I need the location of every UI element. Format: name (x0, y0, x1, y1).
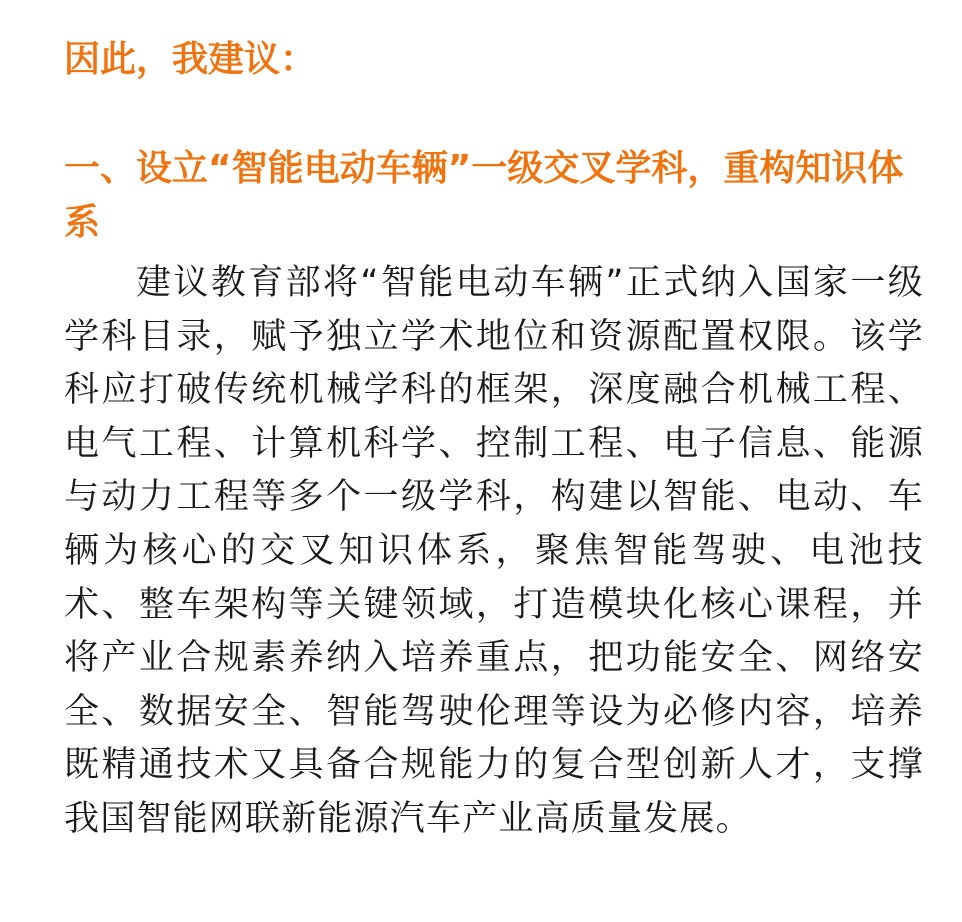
lead-text: 因此，我建议： (64, 39, 317, 80)
body-paragraph: 建议教育部将“智能电动车辆”正式纳入国家一级学科目录，赋予独立学术地位和资源配置权限。该学科应打破传统机械学科的框架，深度融合机械工程、电气工程、计算机科学、控制工程、电子信息、能源与动力工程等多个一级学科，构建以智能、电动、车辆为核心的交叉知识体系，聚焦智能驾驶、电池技术、整车架构等关键领域，打造模块化核心课程，并将产业合规素养纳入培养重点，把功能安全、网络安全、数据安全、智能驾驶伦理等设为必修内容，培养既精通技术又具备合规能力的复合型创新人才，支撑我国智能网联新能源汽车产业高质量发展。 (64, 263, 924, 839)
section-heading: 一、设立“智能电动车辆”一级交叉学科，重构知识体系 (64, 148, 904, 243)
